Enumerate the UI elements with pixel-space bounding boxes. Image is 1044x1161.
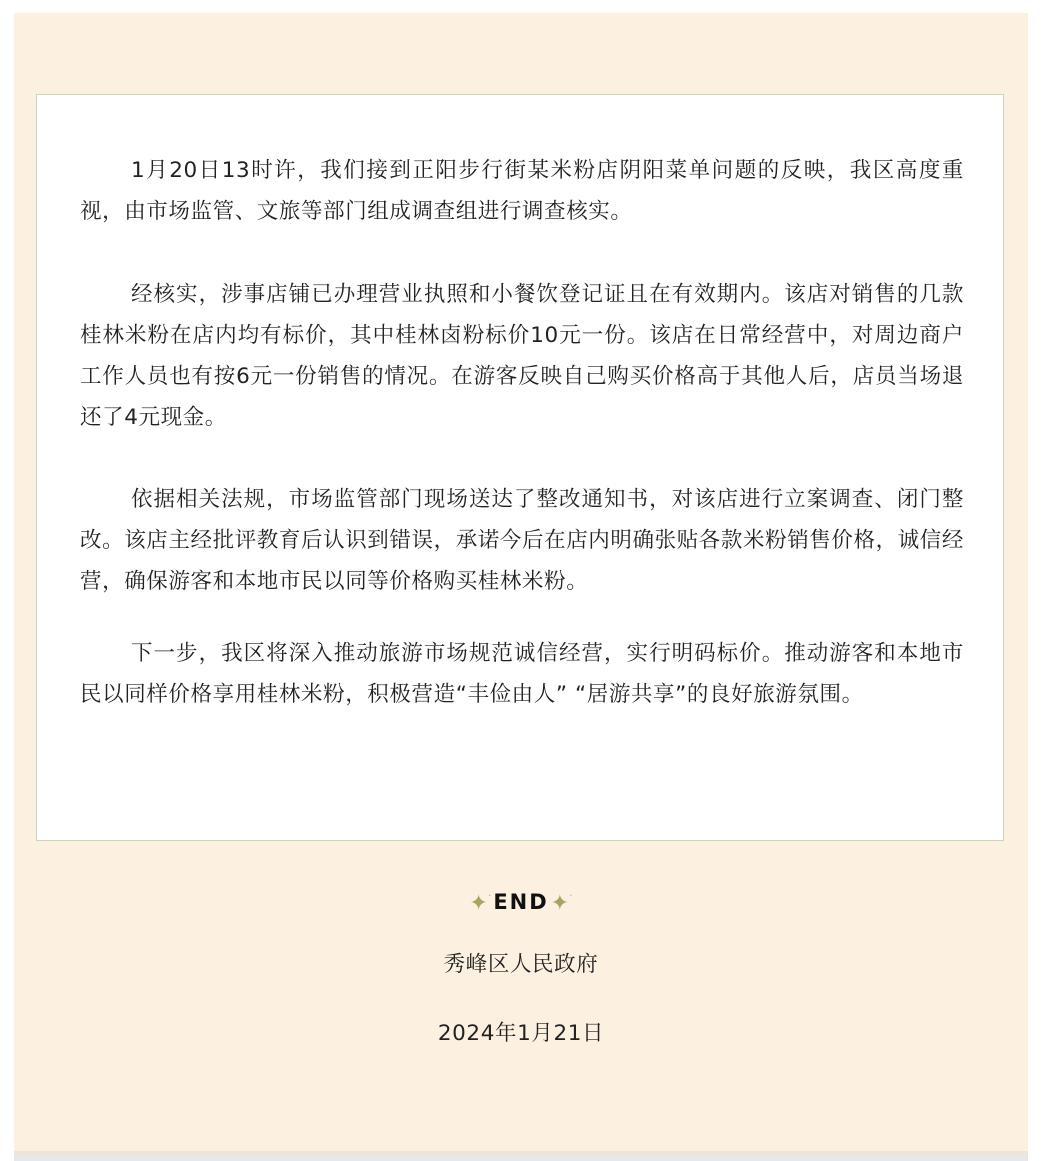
article-page	[14, 13, 1028, 1151]
sparkle-small-icon: ·	[487, 889, 492, 902]
article-paragraph-1: 1月20日13时许，我们接到正阳步行街某米粉店阴阳菜单问题的反映，我区高度重视，由市场监管、文旅等部门组成调查组进行调查核实。	[80, 158, 964, 224]
end-label: END	[493, 890, 549, 914]
sparkle-icon: ✦	[550, 891, 570, 916]
issue-date: 2024年1月21日	[437, 1021, 605, 1046]
sparkle-small-icon: ·	[569, 889, 573, 902]
article-paragraph-2: 经核实，涉事店铺已办理营业执照和小餐饮登记证且在有效期内。该店对销售的几款桂林米粉在店内均有标价，其中桂林卤粉标价10元一份。该店在日常经营中，对周边商户工作人员也有按6元一份销售的情况。在游客反映自己购买价格高于其他人后，店员当场退还了4元现金。	[80, 282, 964, 430]
article-content-box	[36, 94, 1004, 841]
sparkle-icon: ✦	[469, 891, 488, 916]
end-marker	[14, 881, 1028, 919]
issuing-organization: 秀峰区人民政府	[443, 952, 599, 977]
article-paragraph-3: 依据相关法规，市场监管部门现场送达了整改通知书，对该店进行立案调查、闭门整改。该店主经批评教育后认识到错误，承诺今后在店内明确张贴各款米粉销售价格，诚信经营，确保游客和本地市民以同等价格购买桂林米粉。	[80, 487, 965, 594]
page-bottom-divider	[14, 1151, 1028, 1161]
article-paragraph-4: 下一步，我区将深入推动旅游市场规范诚信经营，实行明码标价。推动游客和本地市民以同样价格享用桂林米粉，积极营造“丰俭由人” “居游共享”的良好旅游氛围。	[80, 641, 964, 707]
